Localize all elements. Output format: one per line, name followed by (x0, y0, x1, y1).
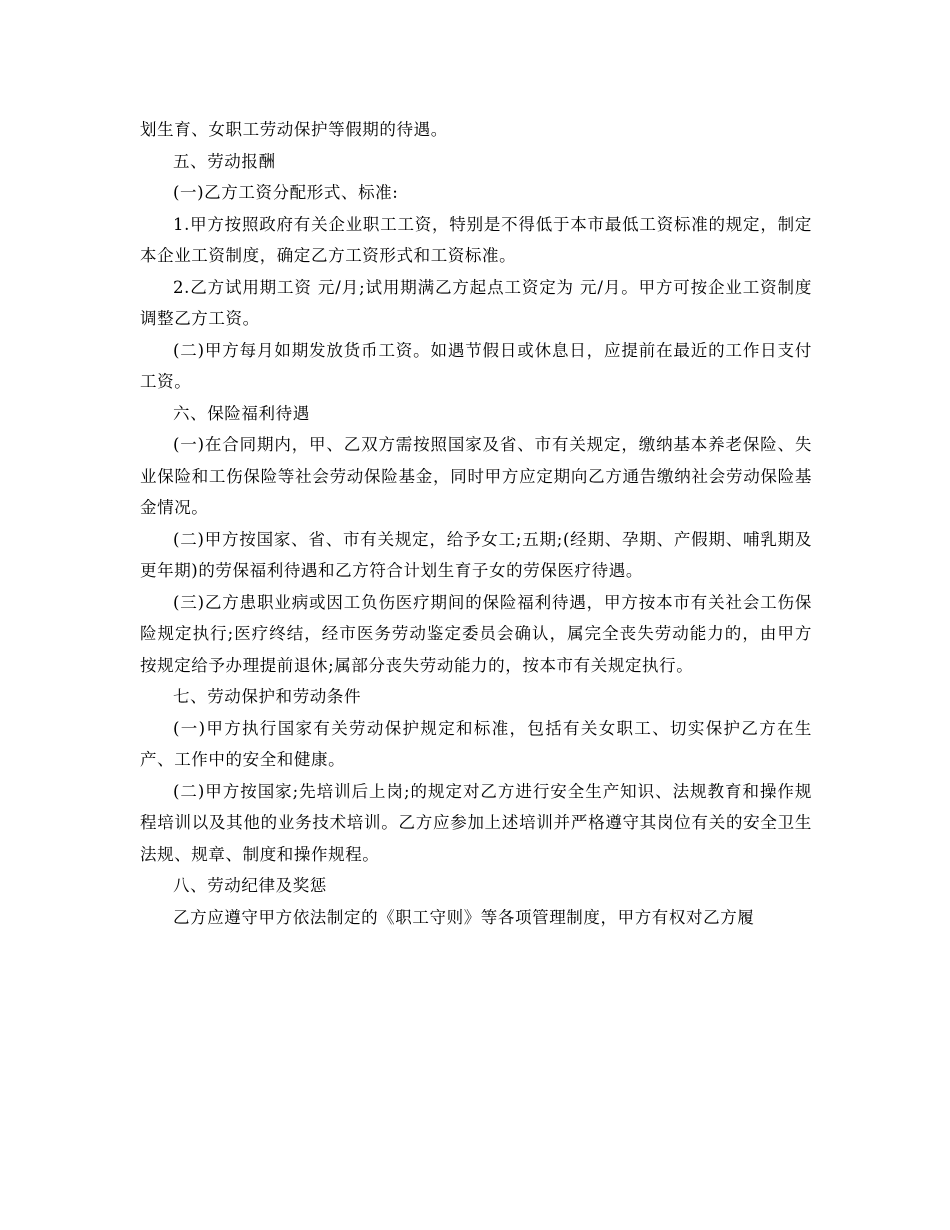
document-body (140, 114, 812, 933)
paragraph: (一)在合同期内，甲、乙双方需按照国家及省、市有关规定，缴纳基本养老保险、失业保险和工伤保险等社会劳动保险基金，同时甲方应定期向乙方通告缴纳社会劳动保险基金情况。 (140, 435, 812, 517)
section-heading-insurance: 六、保险福利待遇 (173, 403, 310, 423)
section-heading-remuneration: 五、劳动报酬 (173, 151, 276, 171)
paragraph: (二)甲方按国家;先培训后上岗;的规定对乙方进行安全生产知识、法规教育和操作规程培训以及其他的业务技术培训。乙方应参加上述培训并严格遵守其岗位有关的安全卫生法规、规章、制度和操作规程。 (140, 781, 812, 864)
paragraph: (二)甲方按国家、省、市有关规定，给予女工;五期;(经期、孕期、产假期、哺乳期及更年期)的劳保福利待遇和乙方符合计划生育子女的劳保医疗待遇。 (140, 529, 812, 580)
paragraph: 乙方应遵守甲方依法制定的《职工守则》等各项管理制度，甲方有权对乙方履 (173, 907, 755, 927)
section-heading-discipline: 八、劳动纪律及奖惩 (173, 876, 327, 895)
paragraph: 1.甲方按照政府有关企业职工工资，特别是不得低于本市最低工资标准的规定，制定本企业工资制度，确定乙方工资形式和工资标准。 (140, 214, 812, 265)
paragraph: (一)甲方执行国家有关劳动保护规定和标准，包括有关女职工、切实保护乙方在生产、工作中的安全和健康。 (140, 718, 812, 769)
paragraph: (三)乙方患职业病或因工负伤医疗期间的保险福利待遇，甲方按本市有关社会工伤保险规定执行;医疗终结，经市医务劳动鉴定委员会确认，属完全丧失劳动能力的，由甲方按规定给予办理提前退休;属部分丧失劳动能力的，按本市有关规定执行。 (140, 592, 812, 675)
paragraph: 2.乙方试用期工资 元/月;试用期满乙方起点工资定为 元/月。甲方可按企业工资制度调整乙方工资。 (140, 277, 812, 328)
paragraph: (一)乙方工资分配形式、标准: (173, 183, 399, 202)
paragraph-continuation: 划生育、女职工劳动保护等假期的待遇。 (140, 120, 448, 139)
section-heading-protection: 七、劳动保护和劳动条件 (173, 687, 362, 706)
paragraph: (二)甲方每月如期发放货币工资。如遇节假日或休息日，应提前在最近的工作日支付工资。 (140, 340, 812, 391)
